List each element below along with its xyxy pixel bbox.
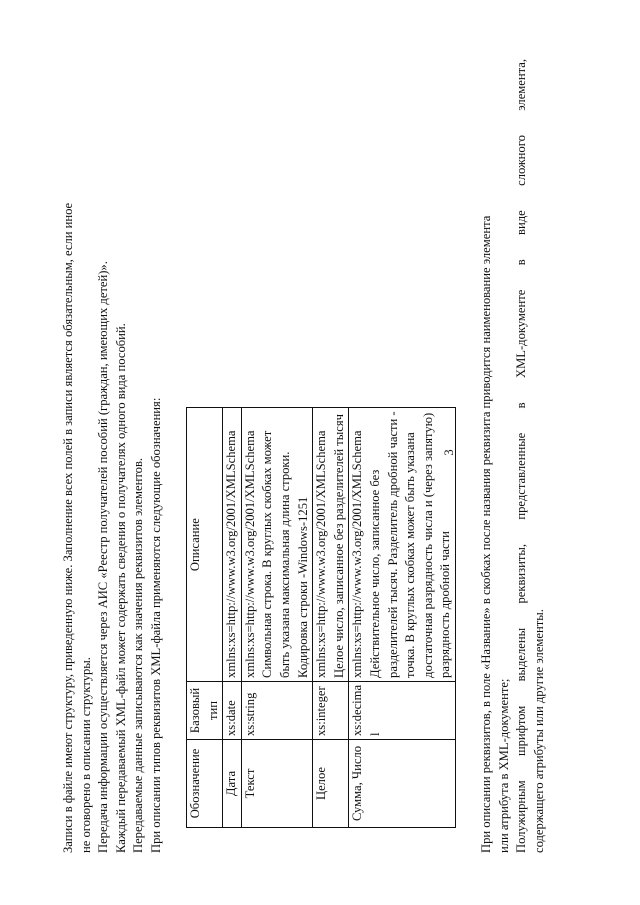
table-header-row [187,408,223,828]
description-line: точка. В круглых скобках может быть указана [403,432,418,678]
cell-designation: Сумма, Число [349,740,456,828]
cell-description [223,408,242,682]
description-line: xmlns:xs=http://www.w3.org/2001/XMLSchema [242,430,257,678]
description-line: быть указана максимальная длина строки. [277,451,292,678]
header-description: Описание [187,408,223,682]
header-base-type-line: тип [205,700,220,720]
intro-line: При описании типов реквизитов XML-файла применяются следующие обозначения: [148,397,163,853]
header-base-type-line: Базовый [188,687,202,734]
cell-base-type-line: xs:date [224,700,239,736]
description-line: Действительное число, записанное без [367,469,382,678]
intro-line: Каждый передаваемый XML-файл может содержать сведения о получателях одного вида пособий. [113,323,128,853]
intro-line: Передаваемые данные записываются как значения реквизитов элементов. [131,457,146,853]
description-line: достаточная разрядность числа и (через запятую) [420,412,435,678]
page-number: 3 [442,449,456,456]
cell-description [241,408,312,682]
cell-base-type-line: xs:integer [314,686,329,736]
table-row [349,408,456,828]
cell-designation: Текст [241,740,312,828]
intro-line: не оговорено в описании структуры. [78,657,93,853]
header-base-type [187,681,223,739]
header-designation: Обозначение [187,740,223,828]
table-row [313,408,349,828]
description-line: xmlns:xs=http://www.w3.org/2001/XMLSchema [314,430,329,678]
outro-line: содержащего атрибуты или другие элементы. [531,609,546,853]
outro-line: Полужирным шрифтом выделены реквизиты, представленные в XML-документе в виде сложного элемента, [514,59,529,853]
outro-line: При описании реквизитов, в поле «Название» в скобках после названия реквизита приводится наименование элемента [479,215,493,853]
intro-line: Записи в файле имеют структуру, приведенную ниже. Заполнение всех полей в записи является обязательным, если иное [61,202,75,853]
type-notation-table [186,407,456,828]
description-line: xmlns:xs=http://www.w3.org/2001/XMLSchema [224,430,239,678]
cell-description [349,408,456,682]
description-line: Целое число, записанное без разделителей тысяч [331,414,346,678]
intro-line: Передача информации осуществляется через АИС «Реестр получателей пособий (граждан, имеющих детей)». [96,261,111,853]
description-line: разделителей тысяч. Разделитель дробной части - [385,411,400,678]
cell-description [313,408,349,682]
description-line: разрядность дробной части [438,531,453,678]
description-line: Символьная строка. В круглых скобках может [260,430,275,678]
description-line: Кодировка строки -Windows-1251 [295,496,310,678]
cell-base-type-line: xs:decima [350,684,365,736]
outro-line: или атрибута в XML-документе; [496,678,511,853]
cell-designation: Целое [313,740,349,828]
cell-base-type [313,681,349,739]
outro-paragraph [478,0,548,905]
description-line: xmlns:xs=http://www.w3.org/2001/XMLSchema [350,430,365,678]
cell-base-type [241,681,312,739]
cell-base-type-line: xs:string [242,692,257,736]
cell-base-type [223,681,242,739]
table-row [223,408,242,828]
cell-base-type [349,681,456,739]
intro-paragraph [60,0,166,905]
cell-designation: Дата [223,740,242,828]
cell-base-type-line: l [367,732,382,736]
table-row [241,408,312,828]
